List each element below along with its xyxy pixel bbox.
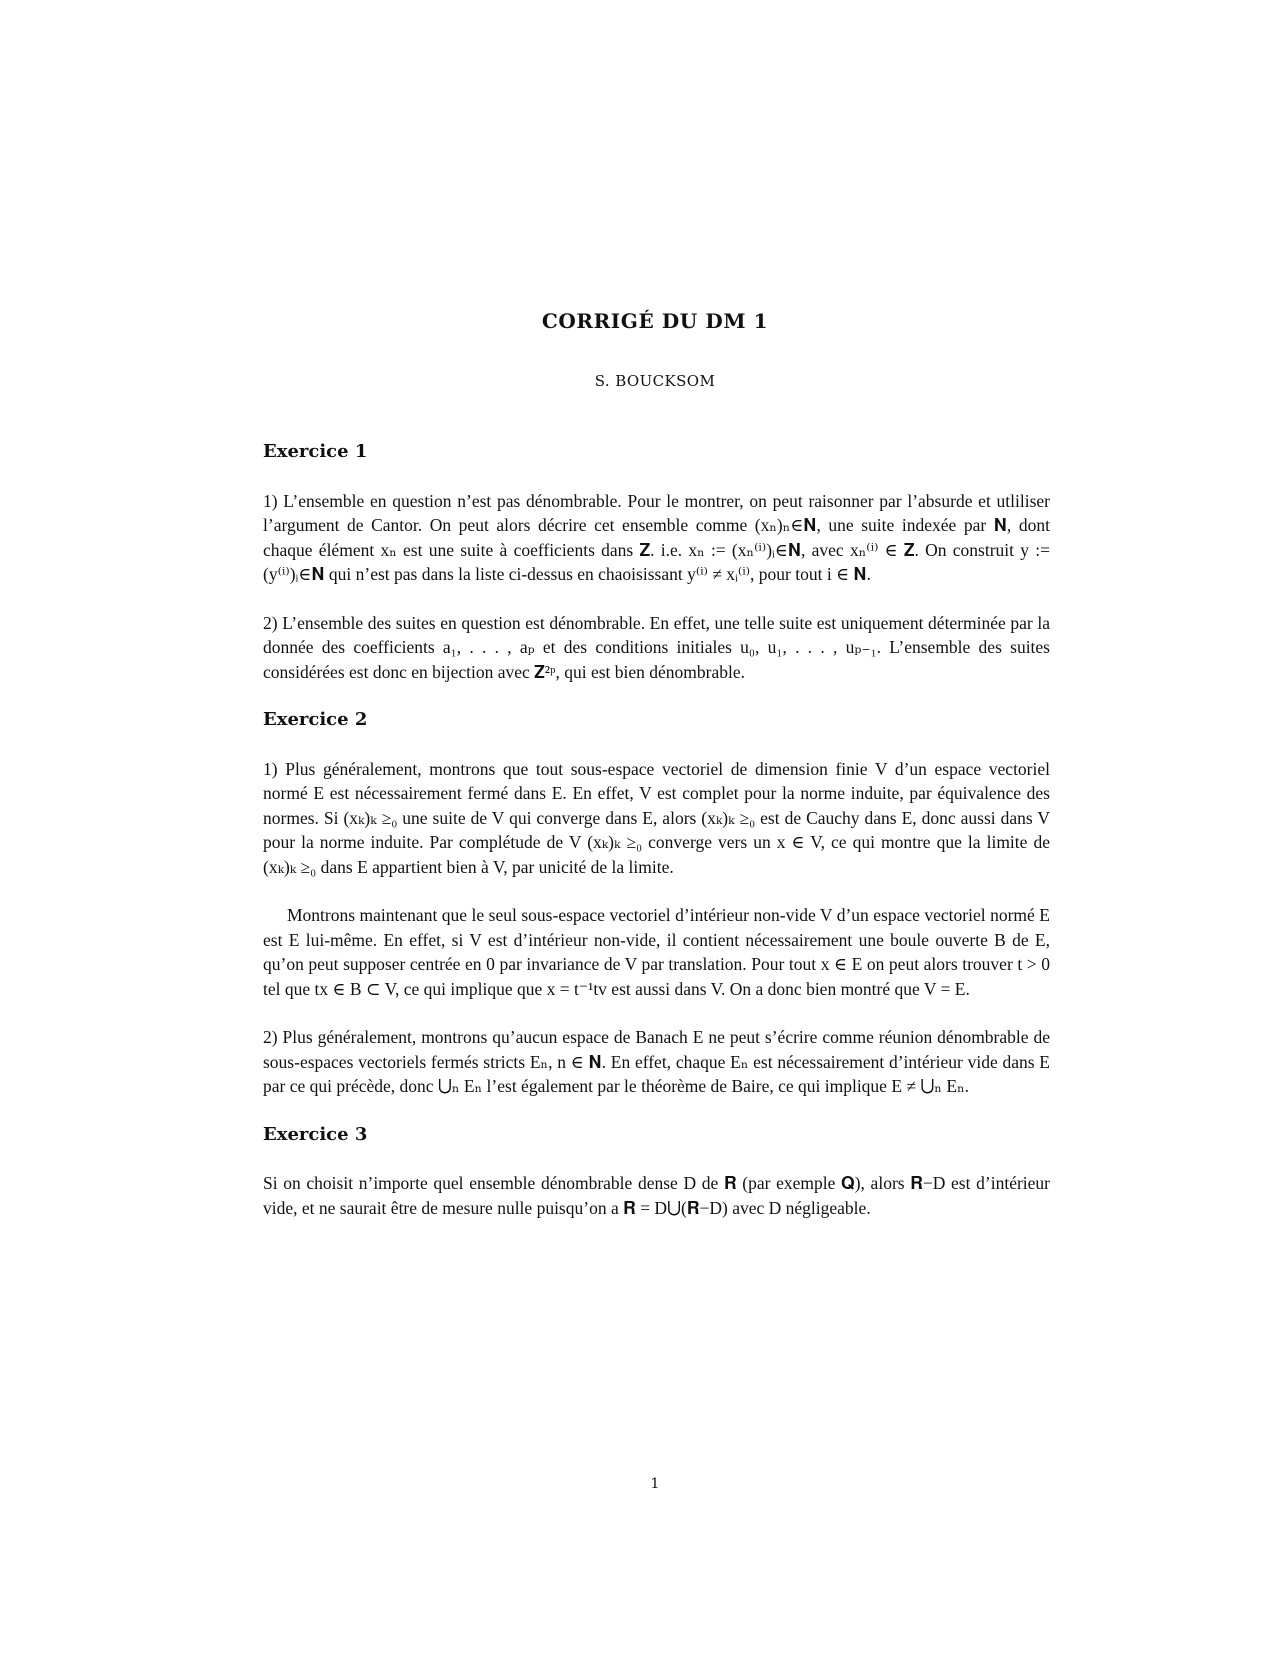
- paragraph: 1) L’ensemble en question n’est pas dénombrable. Pour le montrer, on peut raisonner par l’absurde et utliliser l’argument de Cantor. On peut alors décrire cet ensemble comme (xₙ)ₙ∈𝐍, une suite indexée par 𝐍, dont chaque élément xₙ est une suite à coefficients dans 𝐙. i.e. xₙ := (xₙ⁽ⁱ⁾)ᵢ∈𝐍, avec xₙ⁽ⁱ⁾ ∈ 𝐙. On construit y := (y⁽ⁱ⁾)ᵢ∈𝐍 qui n’est pas dans la liste ci-dessus en chaoisissant y⁽ⁱ⁾ ≠ xᵢ⁽ⁱ⁾, pour tout i ∈ 𝐍.: [263, 490, 1050, 584]
- exercise-3: [263, 1123, 1050, 1221]
- paragraph: Si on choisit n’importe quel ensemble dénombrable dense D de 𝐑 (par exemple 𝐐), alors 𝐑−D est d’intérieur vide, et ne saurait être de mesure nulle puisqu’on a 𝐑 = D⋃(𝐑−D) avec D négligeable.: [263, 1173, 1050, 1218]
- document-author: S. BOUCKSOM: [594, 372, 716, 390]
- paragraph: 2) Plus généralement, montrons qu’aucun espace de Banach E ne peut s’écrire comme réunion dénombrable de sous-espaces vectoriels fermés stricts Eₙ, n ∈ 𝐍. En effet, chaque Eₙ est nécessairement d’intérieur vide dans E par ce qui précède, donc ⋃ₙ Eₙ l’est également par le théorème de Baire, ce qui implique E ≠ ⋃ₙ Eₙ.: [263, 1027, 1050, 1096]
- document-title: CORRIGÉ DU DM 1: [541, 309, 769, 333]
- document-body: [263, 440, 1050, 1244]
- exercise-heading: Exercice 2: [263, 709, 368, 730]
- paragraph: 2) L’ensemble des suites en question est dénombrable. En effet, une telle suite est uniquement déterminée par la donnée des coefficients a₁, . . . , aₚ et des conditions initiales u₀, u₁, . . . , uₚ₋₁. L’ensemble des suites considérées est donc en bijection avec 𝐙²ᵖ, qui est bien dénombrable.: [263, 612, 1050, 682]
- exercise-1: [263, 440, 1050, 684]
- exercise-heading: Exercice 3: [263, 1123, 368, 1145]
- exercise-2: [263, 708, 1050, 1099]
- page-number: 1: [650, 1476, 660, 1492]
- paragraph: 1) Plus généralement, montrons que tout sous-espace vectoriel de dimension finie V d’un espace vectoriel normé E est nécessairement fermé dans E. En effet, V est complet pour la norme induite, par équivalence des normes. Si (xₖ)ₖ ≥₀ une suite de V qui converge dans E, alors (xₖ)ₖ ≥₀ est de Cauchy dans E, donc aussi dans V pour la norme induite. Par complétude de V (xₖ)ₖ ≥₀ converge vers un x ∈ V, ce qui montre que la limite de (xₖ)ₖ ≥₀ dans E appartient bien à V, par unicité de la limite.: [263, 758, 1050, 877]
- exercise-heading: Exercice 1: [263, 441, 368, 462]
- paragraph: Montrons maintenant que le seul sous-espace vectoriel d’intérieur non-vide V d’un espace vectoriel normé E est E lui-même. En effet, si V est d’intérieur non-vide, il contient nécessairement une boule ouverte B de E, qu’on peut supposer centrée en 0 par invariance de V par translation. Pour tout x ∈ E on peut alors trouver t > 0 tel que tx ∈ B ⊂ V, ce qui implique que x = t⁻¹tv est aussi dans V. On a donc bien montré que V = E.: [263, 905, 1050, 999]
